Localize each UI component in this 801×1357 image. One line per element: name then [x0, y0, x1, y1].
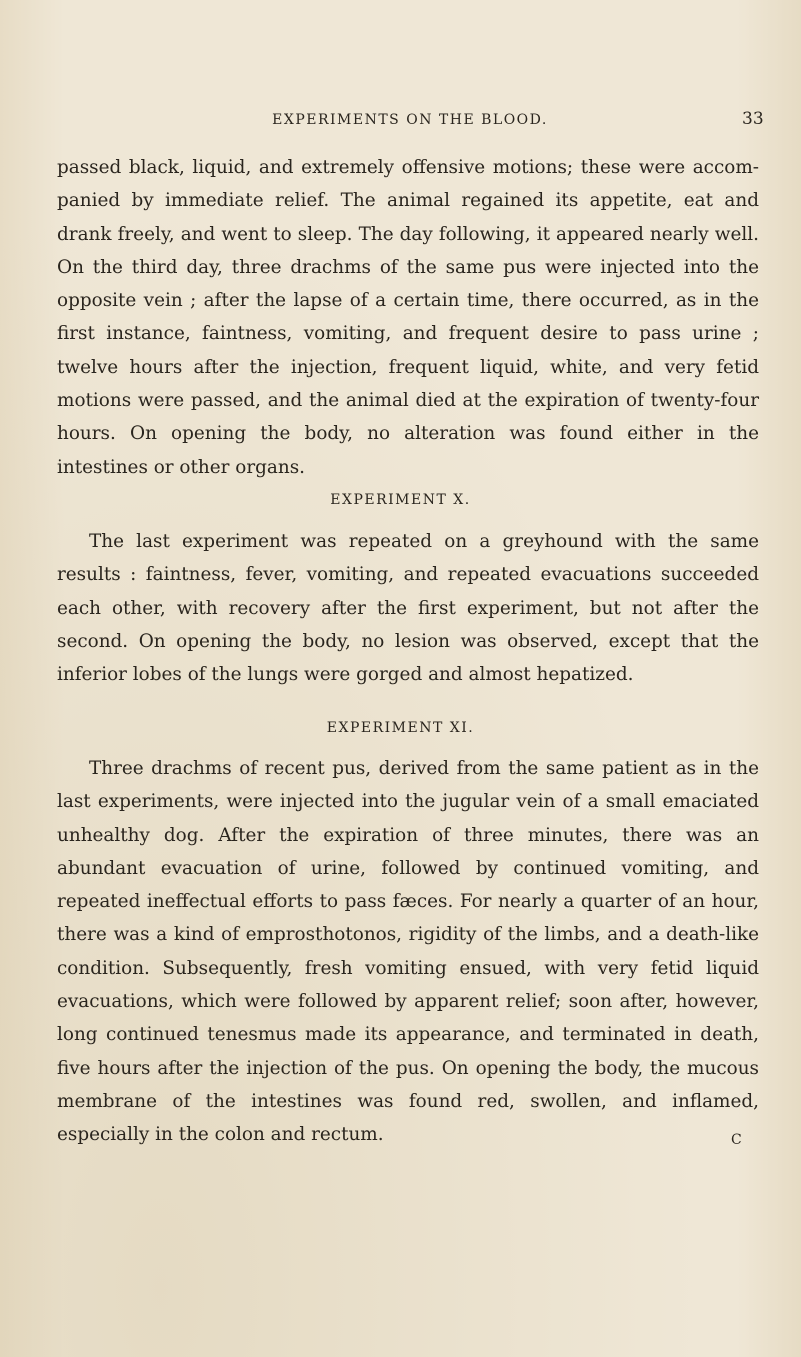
experiment-xi-heading: EXPERIMENT XI.: [326, 720, 475, 736]
running-header: EXPERIMENTS ON THE BLOOD.: [272, 112, 548, 128]
experiment-xi-paragraph: Three drachms of recent pus, derived from the same patient as in the last experiments, were injected into the jugular vein of a small emaciated unhealthy dog. After the expiration of three minutes, there was an abundant evacuation of urine, followed by continued vomiting, and repeated ineffectual efforts to pass fæces. For nearly a quarter of an hour, there was a kind of emprosthotonos, rigidity of the limbs, and a death-like condition. Subsequently, fresh vomiting ensued, with very fetid liquid evacuations, which were followed by apparent relief; soon after, however, long continued tenesmus made its appearance, and terminated in death, five hours after the injection of the pus. On opening the body, the mucous membrane of the intestines was found red, swollen, and inflamed, especially in the colon and rectum.: [57, 758, 759, 1146]
experiment-x-paragraph: The last experiment was repeated on a greyhound with the same results : faintness, fever, vomiting, and repeated evacuations succeeded each other, with recovery after the first experiment, but not after the second. On opening the body, no lesion was observed, except that the inferior lobes of the lungs were gorged and almost hepatized.: [57, 531, 759, 686]
experiment-x-heading: EXPERIMENT X.: [330, 492, 471, 508]
signature-mark: C: [731, 1132, 742, 1148]
page-number: 33: [742, 109, 764, 129]
paragraph-continuation: passed black, liquid, and extremely offensive motions; these were accom-panied by immediate relief. The animal regained its appetite, eat and drank freely, and went to sleep. The day following, it appeared nearly well. On the third day, three drachms of the same pus were injected into the opposite vein ; after the lapse of a certain time, there occurred, as in the first instance, faintness, vomiting, and frequent desire to pass urine ; twelve hours after the injection, frequent liquid, white, and very fetid motions were passed, and the animal died at the expiration of twenty-four hours. On opening the body, no alteration was found either in the intestines or other organs.: [57, 157, 759, 478]
